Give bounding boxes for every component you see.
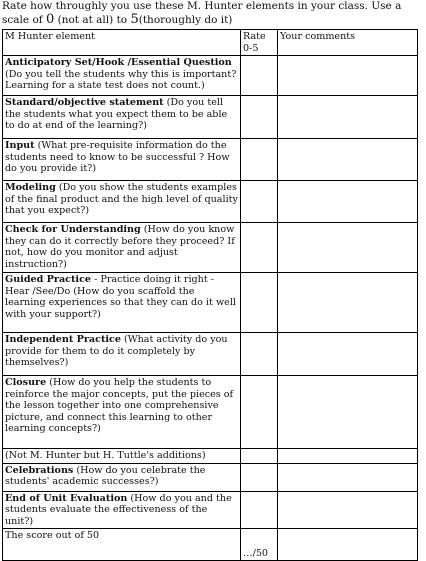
element-description: (Do you tell the students why this is important? Learning for a state test does not count.): [5, 68, 237, 91]
instructions-text-a: Rate how throughly you use these M. Hunter elements in your class. Use a scale of: [2, 0, 402, 26]
element-title: Guided Practice: [5, 274, 92, 285]
comments-cell[interactable]: [278, 181, 418, 223]
element-cell: [3, 273, 241, 333]
rate-cell[interactable]: [241, 333, 278, 376]
comments-cell: [278, 449, 418, 464]
element-description: (What pre-requisite information do the students need to know to be successful ? How do you provide it?): [5, 140, 230, 174]
comments-cell[interactable]: [278, 463, 418, 491]
table-row: [3, 376, 418, 449]
rate-cell[interactable]: [241, 491, 278, 529]
scale-max: 5: [130, 12, 139, 27]
element-cell: [3, 463, 241, 491]
comments-cell[interactable]: [278, 333, 418, 376]
comments-cell[interactable]: [278, 376, 418, 449]
element-description: (How do you help the students to reinforce the major concepts, put the pieces of the lesson together into one comprehensive picture, and connect this learning to other learning concepts?): [5, 377, 234, 434]
score-label: The score out of 50: [3, 529, 241, 561]
rate-cell[interactable]: [241, 376, 278, 449]
additions-note: (Not M. Hunter but H. Tuttle's additions): [3, 449, 241, 464]
element-description: (Do you tell the students what you expect them to be able to do at end of the learning?): [5, 97, 228, 131]
comments-cell[interactable]: [278, 139, 418, 181]
table-row: [3, 463, 418, 491]
element-cell: [3, 333, 241, 376]
element-title: Check for Understanding: [5, 224, 141, 235]
hunter-evaluation-table: [2, 29, 418, 561]
comments-cell[interactable]: [278, 223, 418, 273]
rate-cell[interactable]: [241, 463, 278, 491]
table-row: [3, 333, 418, 376]
note-row: [3, 449, 418, 464]
element-description: - Practice doing it right -Hear /See/Do (How do you scaffold the learning experiences so that they can do it well with your support?): [5, 274, 236, 320]
table-row: [3, 181, 418, 223]
element-description: (How do you know they can do it correctly before they proceed? If not, how do you monitor and adjust instruction?): [5, 224, 235, 270]
element-description: (Do you show the students examples of the final product and the high level of quality that you expect?): [5, 182, 238, 216]
element-title: Closure: [5, 377, 47, 388]
rate-cell[interactable]: [241, 181, 278, 223]
rate-cell[interactable]: [241, 56, 278, 96]
element-title: Modeling: [5, 182, 56, 193]
rate-cell[interactable]: [241, 273, 278, 333]
scale-min: 0: [45, 12, 55, 27]
rate-cell[interactable]: [241, 139, 278, 181]
score-row: [3, 529, 418, 561]
element-title: End of Unit Evaluation: [5, 492, 128, 504]
header-comments: Your comments: [278, 30, 418, 56]
header-rate: Rate 0-5: [241, 30, 278, 56]
instructions-text-b: (not at all) to: [54, 14, 131, 26]
element-description: (What activity do you provide for them to do it completely by themselves?): [5, 334, 228, 368]
element-cell: [3, 139, 241, 181]
element-title: Input: [5, 140, 35, 151]
rate-cell: [241, 449, 278, 464]
score-cell[interactable]: [241, 529, 278, 561]
element-cell: [3, 491, 241, 529]
score-value: …/50: [243, 547, 269, 559]
element-title: Celebrations: [5, 464, 74, 476]
instructions: [2, 0, 426, 27]
header-element: M Hunter element: [3, 30, 241, 56]
table-row: [3, 223, 418, 273]
element-title: Anticipatory Set/Hook /Essential Question: [5, 57, 232, 68]
element-description: (How do you celebrate the students' academic successes?): [5, 464, 206, 487]
comments-cell[interactable]: [278, 529, 418, 561]
instructions-text-c: (thoroughly do it): [138, 14, 233, 26]
rate-cell[interactable]: [241, 96, 278, 139]
element-description: (How do you and the students evaluate the effectiveness of the unit?): [5, 492, 232, 527]
table-row: [3, 491, 418, 529]
table-row: [3, 96, 418, 139]
header-row: [3, 30, 418, 56]
comments-cell[interactable]: [278, 273, 418, 333]
element-cell: [3, 96, 241, 139]
element-title: Standard/objective statement: [5, 97, 164, 108]
comments-cell[interactable]: [278, 96, 418, 139]
table-row: [3, 139, 418, 181]
comments-cell[interactable]: [278, 56, 418, 96]
element-title: Independent Practice: [5, 334, 121, 345]
element-cell: [3, 223, 241, 273]
table-row: [3, 56, 418, 96]
element-cell: [3, 181, 241, 223]
element-cell: [3, 56, 241, 96]
rate-cell[interactable]: [241, 223, 278, 273]
element-cell: [3, 376, 241, 449]
comments-cell[interactable]: [278, 491, 418, 529]
table-row: [3, 273, 418, 333]
